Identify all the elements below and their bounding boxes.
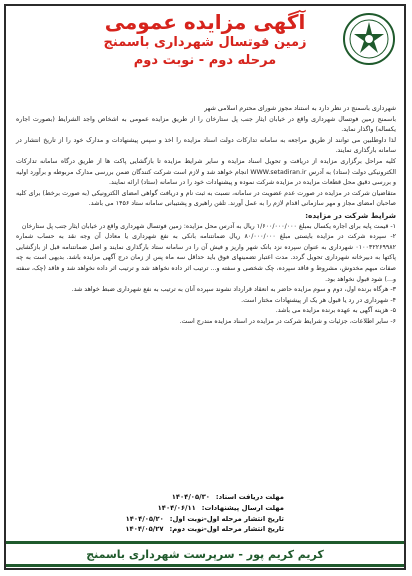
date-label: تاریخ انتشار مرحله اول-نوبت دوم:: [169, 525, 284, 534]
date-label: مهلت دریافت اسناد:: [215, 493, 284, 501]
date-row: [84, 492, 284, 503]
date-value: ۱۴۰۴/۰۵/۳۰: [171, 493, 210, 501]
intro-paragraph: کلیه مراحل برگزاری مزایده از دریافت و تحویل اسناد مزایده و سایر شرایط مزایده تا بازگشایی پاکت ها از طریق درگاه سامانه تدارکات الکترونیکی دولت (ستاد) به آدرس WWW.setadiran.ir انجام خواهد شد و لازم است شرکت کنندگان ضمن بررسی مدارک مربوطه و برآورد اولیه و بررسی دقیق محل قطعات مزایده در مزایده شرکت نموده و پیشنهادات خود را در سامانه (ستاد) ارائه نمایند.: [16, 157, 397, 187]
title-line-3: مرحله دوم - نوبت دوم: [133, 53, 277, 68]
bottom-divider: [6, 564, 404, 567]
title-line-2: زمین فوتسال شهرداری باسمنج: [103, 35, 307, 50]
date-label: مهلت ارسال پیشنهادات:: [201, 503, 284, 512]
date-value: ۱۴۰۴/۰۵/۲۰: [125, 514, 164, 523]
intro-paragraph: شهرداری باسمنج در نظر دارد به استناد مجوز شورای محترم اسلامی شهر: [204, 105, 396, 112]
notice-title: [70, 10, 340, 70]
date-row: [84, 503, 284, 514]
date-row: [84, 524, 284, 535]
dates-block: [84, 492, 284, 535]
signature-line: کریم کریم پور - سرپرست شهرداری باسمنج: [86, 548, 324, 561]
date-label: تاریخ انتشار مرحله اول-نوبت اول:: [169, 514, 284, 523]
footer-divider: [6, 541, 404, 544]
intro-paragraph: متقاضیان شرکت در مزایده در صورت عدم عضویت در سامانه، نسبت به ثبت نام و دریافت گواهی امضای الکترونیکی (به صورت برخط) برای کلیه صاحبان امضای مجاز و مهر سازمانی اقدام لازم را به عمل آورند. تلفن راهبری و پشتیبانی سامانه ستاد ۱۴۵۶ می باشد.: [16, 189, 396, 208]
date-row: [84, 514, 284, 525]
notice-frame: [4, 4, 406, 570]
condition-item: ۱- قیمت پایه برای اجاره یکسال بمبلغ ۱/۶۰۰/۰۰۰/۰۰۰ ریال به آدرس محل مزایده: زمین فوتسال شهرداری واقع در خیابان ایثار جنب پل ستارخان: [21, 222, 396, 230]
condition-item: ۵- هزینه آگهی به عهده برنده مزایده می باشد.: [275, 307, 396, 315]
intro-paragraph: باسمنج زمین فوتسال شهرداری واقع در خیابان ایثار جنب پل ستارخان را از طریق مزایده عمومی به اشخاص واجد الشرایط (بصورت اجاره یکساله) واگذار نماید.: [16, 115, 396, 134]
condition-item: ۲- سپرده شرکت در مزایده بایستی مبلغ ۸۰/۰۰۰/۰۰۰ ریال ضمانتنامه بانکی به نفع شهرداری یا معادل آن وجه نقد به حساب شماره ۰۱۰۰۳۲۲۶۹۹۸۲ شهرداری به عنوان سپرده نزد بانک شهر واریز و فیش آن را در سامانه ستاد بارگذاری نمایند و اصل ضمانتنامه قبل از بازگشایی پاکتها به دبیرخانه شهرداری تحویل گردد. مدت اعتبار تضمینهای فوق باید حداقل سه ماه پس از زمان درج آگهی مزایده باشد. بدیهی است به چه صفات مبهم مخدوش، مشروط و فاقد سپرده، چک شخصی و سفته و... ترتیب اثر داده نخواهد شد و ترتیب اثر داده نخواهد شد و فاقد (چک، سفته و...) شود قبول نخواهد بود.: [16, 233, 396, 283]
date-value: ۱۴۰۴/۰۵/۲۷: [125, 525, 164, 534]
condition-item: ۴- شهرداری در رد یا قبول هر یک از پیشنهادات مختار است.: [241, 296, 396, 304]
municipality-emblem-icon: [342, 12, 396, 66]
notice-body: [16, 104, 396, 327]
condition-item: ۶- سایر اطلاعات، جزئیات و شرایط شرکت در مزایده در اسناد مزایده مندرج است.: [179, 317, 396, 325]
intro-paragraph: لذا داوطلبین می توانند از طریق مراجعه به سامانه تدارکات دولت اسناد مزایده را اخذ و سپس پیشنهادات و مدارک خود را از تاریخ انتشار در سامانه بارگذاری نمایند.: [16, 136, 396, 155]
conditions-heading: شرایط شرکت در مزایده:: [305, 210, 396, 220]
date-value: ۱۴۰۴/۰۶/۱۱: [157, 503, 196, 512]
title-line-1: آگهی مزایده عمومی: [104, 10, 306, 34]
condition-item: ۳- هرگاه برنده اول، دوم و سوم مزایده حاضر به انعقاد قرارداد نشوند سپرده آنان به ترتیب به نفع شهرداری ضبط خواهد شد.: [71, 286, 396, 294]
notice-header: [6, 6, 404, 76]
